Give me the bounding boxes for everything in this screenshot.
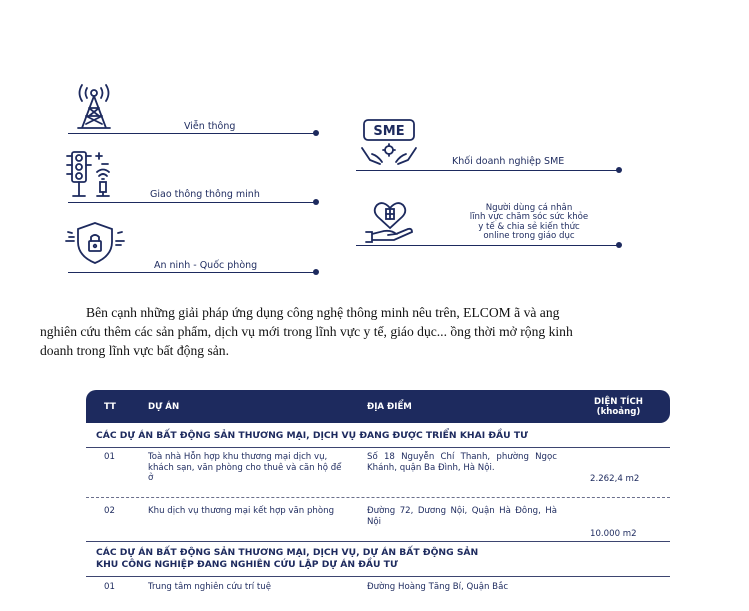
table-header bbox=[86, 390, 670, 423]
body-paragraph bbox=[40, 303, 716, 360]
paragraph-line: nghiên cứu thêm các sản phẩm, dịch vụ mới trong lĩnh vực y tế, giáo dục... ồng thời mở rộng kinh bbox=[40, 324, 573, 339]
section-heading-line: CÁC DỰ ÁN BẤT ĐỘNG SẢN THƯƠNG MẠI, DỊCH VỤ, DỰ ÁN BẤT ĐỘNG SẢN bbox=[96, 547, 479, 558]
divider-line bbox=[68, 133, 316, 134]
divider-line bbox=[68, 202, 316, 203]
left-item-label: An ninh - Quốc phòng bbox=[154, 260, 258, 271]
telecom-tower-icon bbox=[66, 84, 122, 132]
left-item-label: Viễn thông bbox=[184, 121, 236, 132]
header-tt: TT bbox=[104, 402, 116, 412]
sme-hands-icon bbox=[358, 118, 420, 170]
table-row bbox=[86, 577, 670, 607]
paragraph-line: Bên cạnh những giải pháp ứng dụng công nghệ thông minh nêu trên, ELCOM ã và ang bbox=[86, 305, 560, 320]
traffic-light-icon bbox=[64, 150, 128, 200]
header-location: ĐỊA ĐIỂM bbox=[367, 402, 412, 412]
cell-area: 10.000 m2 bbox=[590, 529, 637, 539]
table-row bbox=[86, 448, 670, 498]
right-item-label-line: lĩnh vực chăm sóc sức khỏe bbox=[469, 212, 589, 223]
header-project: DỰ ÁN bbox=[148, 402, 180, 412]
divider-line bbox=[356, 170, 620, 171]
cell-project: Toà nhà Hỗn hợp khu thương mại dịch vụ, khách sạn, văn phòng cho thuê và căn hộ để ở bbox=[148, 452, 342, 483]
sme-badge-text: SME bbox=[373, 124, 405, 139]
cell-tt: 01 bbox=[104, 452, 115, 462]
security-shield-icon bbox=[64, 220, 126, 266]
divider-line bbox=[356, 245, 620, 246]
line-end-dot bbox=[616, 167, 622, 173]
heart-care-hand-icon bbox=[362, 198, 418, 244]
section-heading: CÁC DỰ ÁN BẤT ĐỘNG SẢN THƯƠNG MẠI, DỊCH VỤ ĐANG ĐƯỢC TRIỂN KHAI ĐẦU TƯ bbox=[86, 423, 670, 448]
cell-location: Số 18 Nguyễn Chí Thanh, phường Ngọc Khánh, quận Ba Đình, Hà Nội. bbox=[367, 452, 557, 473]
section-heading-line: KHU CÔNG NGHIỆP ĐANG NGHIÊN CỨU LẬP DỰ ÁN ĐẦU TƯ bbox=[96, 559, 398, 570]
cell-location: Đường 72, Dương Nội, Quận Hà Đông, Hà Nội bbox=[367, 506, 557, 527]
cell-area: 2.262,4 m2 bbox=[590, 474, 640, 484]
line-end-dot bbox=[313, 269, 319, 275]
paragraph-line: doanh trong lĩnh vực bất động sản. bbox=[40, 343, 229, 358]
right-item-text-block bbox=[434, 204, 624, 242]
line-end-dot bbox=[313, 130, 319, 136]
right-item-label-line: online trong giáo dục bbox=[483, 231, 575, 242]
right-item-label: Khối doanh nghiệp SME bbox=[452, 156, 565, 167]
right-item-label-line: Người dùng cá nhân bbox=[485, 203, 573, 213]
line-end-dot bbox=[616, 242, 622, 248]
line-end-dot bbox=[313, 199, 319, 205]
left-item-label: Giao thông thông minh bbox=[150, 189, 260, 200]
divider-line bbox=[68, 272, 316, 273]
table-row bbox=[86, 498, 670, 542]
right-item-label-line: y tế & chia sẻ kiến thức bbox=[478, 221, 580, 232]
section-heading bbox=[86, 542, 670, 577]
cell-project: Trung tâm nghiên cứu trí tuệ bbox=[148, 582, 272, 592]
cell-project: Khu dịch vụ thương mại kết hợp văn phòng bbox=[148, 506, 335, 516]
cell-tt: 02 bbox=[104, 506, 115, 516]
header-area-line1: DIỆN TÍCH bbox=[594, 397, 643, 407]
header-area-line2: (khoảng) bbox=[596, 407, 641, 417]
cell-location: Đường Hoàng Tăng Bí, Quận Bắc bbox=[367, 582, 509, 592]
projects-table bbox=[86, 390, 670, 607]
header-area bbox=[594, 397, 643, 417]
cell-tt: 01 bbox=[104, 582, 115, 592]
